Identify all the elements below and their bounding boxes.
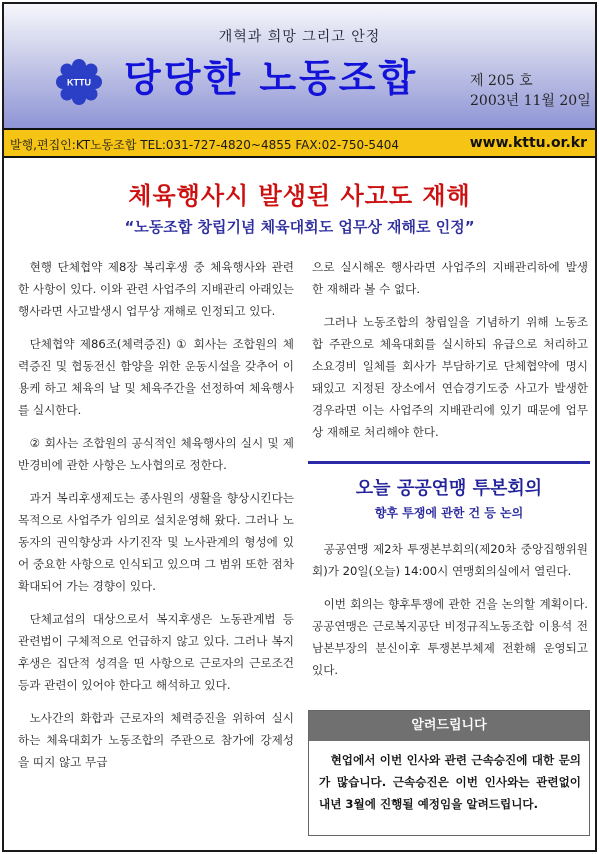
notice-body: 현업에서 이번 인사와 관련 근속승진에 대한 문의가 많습니다. 근속승진은 이번 인사와는 관련없이 내년 3월에 진행될 예정임을 알려드립니다.: [319, 753, 581, 811]
article-paragraph: 노사간의 화합과 근로자의 체력증진을 위하여 실시하는 체육대회가 노동조합의 주관으로 참가에 강제성을 띠지 않고 무급: [18, 711, 294, 769]
newsletter-page: [2, 2, 597, 852]
svg-text:KTTU: KTTU: [67, 77, 91, 88]
notice-box: [308, 710, 590, 836]
article-left-column: [18, 256, 294, 784]
website-link[interactable]: www.kttu.or.kr: [469, 135, 587, 151]
article-paragraph: 단체협약 제86조(체력증진) ① 회사는 조합원의 체력증진 및 협동전신 함양을 위한 운동시설을 갖추어 이용케 하고 체육의 날 및 체육주간을 선정하여 체육행사를 실시한다.: [18, 337, 294, 417]
slogan: 개혁과 희망 그리고 안정: [218, 29, 381, 45]
meeting-paragraph: 공공연맹 제2차 투쟁본부회의(제20차 중앙집행위원회)가 20일(오늘) 14:00시 연맹회의실에서 열린다.: [312, 542, 588, 578]
article-paragraph: 과거 복리후생제도는 종사원의 생활을 향상시킨다는 목적으로 사업주가 임의로 설치운영해 왔다. 그러나 노동자의 권익향상과 사기진작 및 노사관계의 형성에 있어 중요한 사항으로 인식되고 있으며 그 범위 또한 점차 확대되어 가는 경향이 있다.: [18, 491, 294, 593]
article-headline: 체육행사시 발생된 사고도 재해: [128, 182, 471, 210]
article-paragraph: 그러나 노동조합의 창립일을 기념하기 위해 노동조합 주관으로 체육대회를 실시하되 유급으로 처리하고 소요경비 일체를 회사가 부담하기로 단체협약에 명시돼있고 지정된 장소에서 연습경기도중 사고가 발생한 경우라면 이는 사업주의 지배관리에 있기 때문에 업무상 재해로 처리해야 한다.: [312, 315, 588, 439]
masthead: [4, 4, 595, 128]
newsletter-title: 당당한 노동조합: [124, 56, 419, 100]
article-paragraph: 으로 실시해온 행사라면 사업주의 지배관리하에 발생한 재해라 볼 수 없다.: [312, 260, 588, 296]
issue-date: 2003년 11월 20일: [470, 93, 591, 109]
article-subhead: “노동조합 창립기념 체육대회도 업무상 재해로 인정”: [124, 218, 475, 236]
meeting-title: 오늘 공공연맹 투본회의: [355, 478, 543, 499]
issue-number: 제 205 호: [470, 73, 533, 89]
meeting-column: [312, 538, 588, 692]
meeting-paragraph: 이번 회의는 향후투쟁에 관한 건을 논의할 계획이다. 공공연맹은 근로복지공단 비정규직노동조합 이용석 전남본부장의 분신이후 투쟁본부체제 전환해 운영되고 있다.: [312, 597, 588, 677]
meeting-subtitle: 향후 투쟁에 관한 건 등 논의: [374, 506, 524, 520]
article-right-column: [312, 256, 588, 454]
article-paragraph: 단체교섭의 대상으로서 복지후생은 노동관계법 등 관련법이 구체적으로 언급하지 않고 있다. 그러나 복지후생은 집단적 성격을 띤 사항으로 근로자의 근로조건 등과 관련이 있어야 한다고 해석하고 있다.: [18, 612, 294, 692]
meeting-header: [308, 461, 590, 509]
article-paragraph: 현행 단체협약 제8장 복리후생 중 체육행사와 관련한 사항이 있다. 이와 관련 사업주의 지배관리 아래있는 행사라면 사고발생시 업무상 재해로 인정되고 있다.: [18, 260, 294, 318]
publisher-info: 발행,편집인:KT노동조합 TEL:031-727-4820~4855 FAX:02-750-5404: [10, 138, 399, 152]
publisher-bar: [4, 128, 595, 158]
notice-title: 알려드립니다: [309, 711, 589, 741]
kttu-logo-icon: [54, 59, 104, 105]
article-paragraph: ② 회사는 조합원의 공식적인 체육행사의 실시 및 제반경비에 관한 사항은 노사협의로 정한다.: [18, 436, 294, 472]
